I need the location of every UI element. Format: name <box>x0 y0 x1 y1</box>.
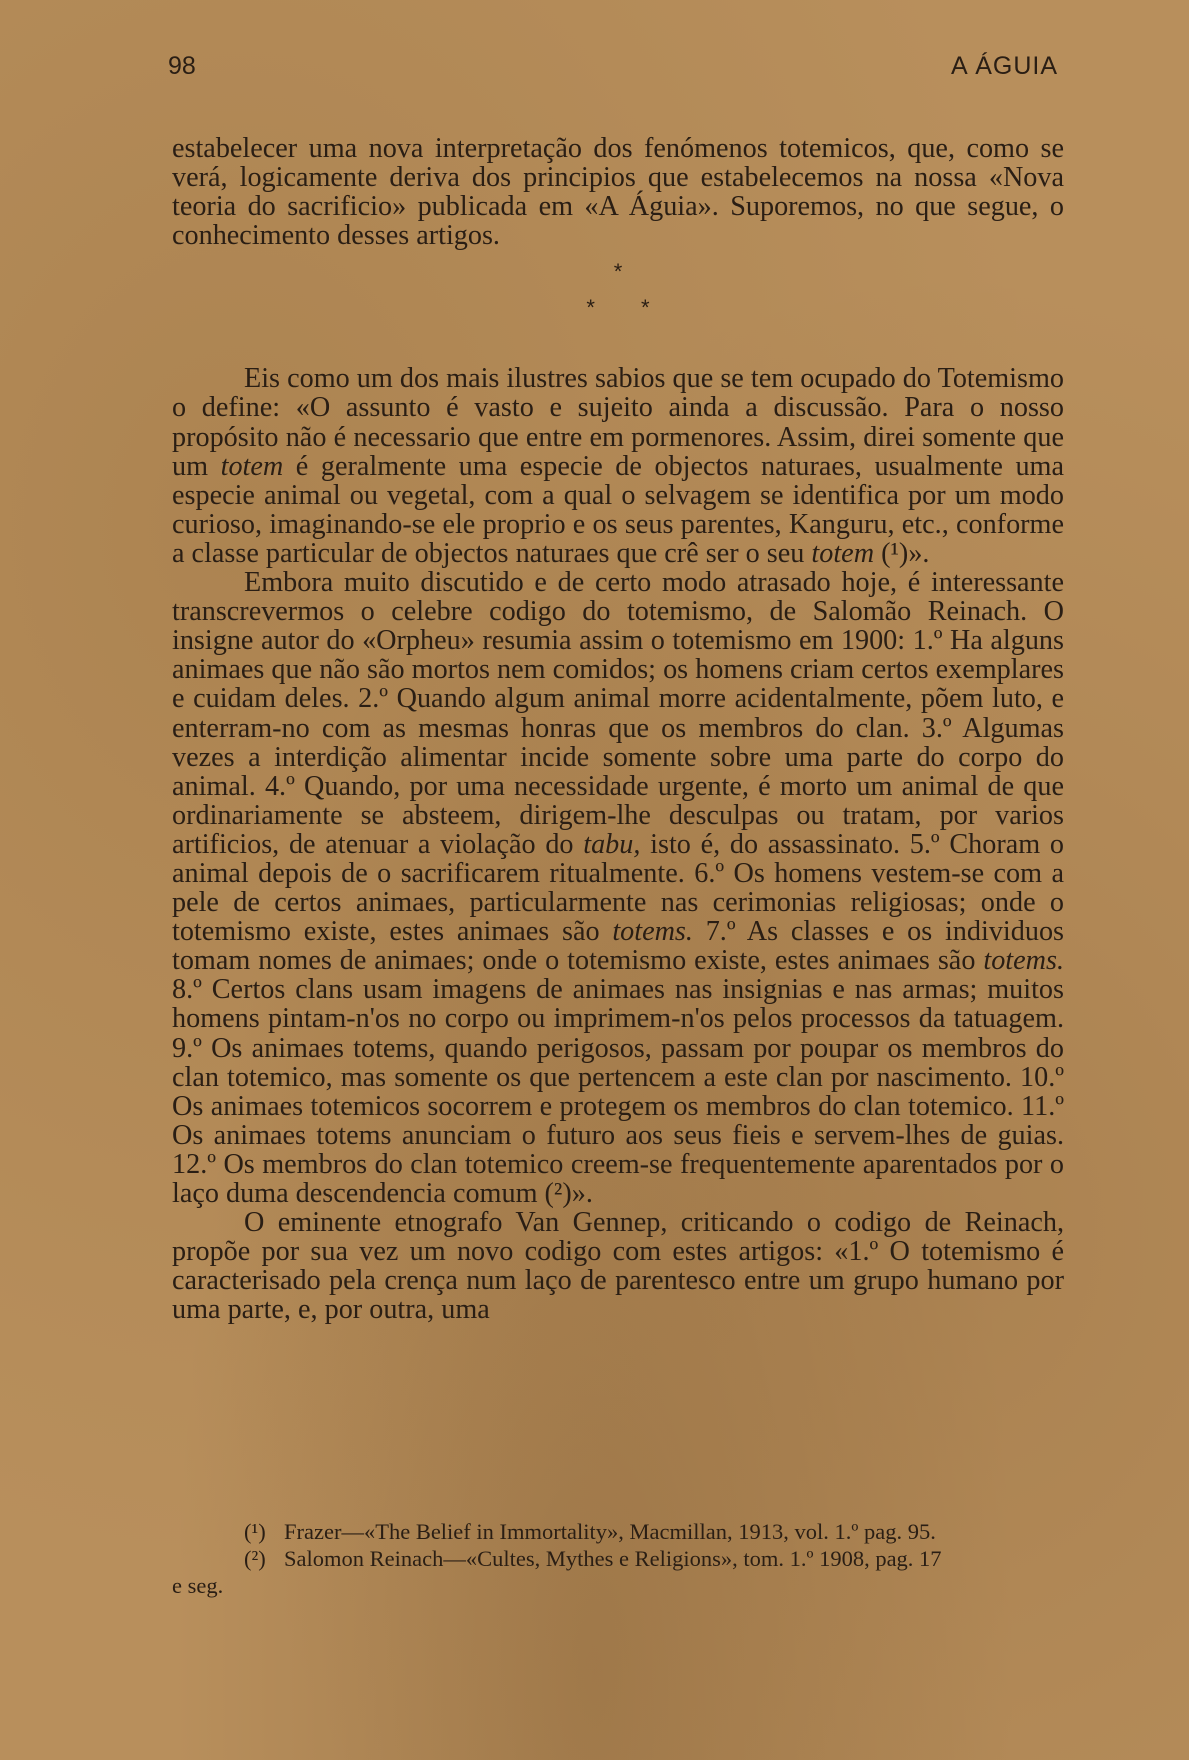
footnote-2 <box>172 1545 1064 1572</box>
body-text <box>172 134 1064 1324</box>
paragraph-3-text-c: 7.º As classes e os individuos tomam nomes de animaes; onde o totemismo existe, estes animaes são <box>172 916 1065 977</box>
paragraph-3-text-b: isto é, do assassinato. 5.º Choram o animal depois de o sacrificarem ritualmente. 6.º Os homens vestem-se com a pele de certos animaes, particularmente nas cerimonias religiosas; onde o totemismo existe, estes animaes são <box>172 828 1064 948</box>
paragraph-2-end: ». <box>908 537 930 569</box>
paragraph-4: O eminente etnografo Van Gennep, criticando o codigo de Reinach, propõe por sua vez um novo codigo com estes artigos: «1.º O totemismo é caracterisado pela crença num laço de parentesco entre um grupo humano por uma parte, e, por outra, uma <box>172 1207 1064 1326</box>
italic-term-totems: totems. <box>983 945 1064 977</box>
footnote-reference-1: (¹) <box>881 537 909 569</box>
italic-term-tabu: tabu, <box>583 828 641 860</box>
footnote-text: Salomon Reinach—«Cultes, Mythes e Religions», tom. 1.º 1908, pag. 17 <box>284 1546 942 1571</box>
footnote-marker: (²) <box>244 1546 266 1571</box>
italic-term-totem: totem <box>220 450 284 482</box>
page-header <box>168 48 1058 88</box>
ornament-asterism-bottom: * * <box>586 295 650 321</box>
paragraph-2-text-a: Eis como um dos mais ilustres sabios que se tem ocupado do Totemismo o define: «O assunto é vasto e sujeito ainda a discussão. Para o nosso propósito não é necessario que entre em pormenores. Assim, direi somente que um <box>172 363 1064 482</box>
footnote-continuation: e seg. <box>172 1573 224 1598</box>
italic-term-totems: totems. <box>612 916 693 948</box>
paragraph-3 <box>172 568 1064 1208</box>
paragraph-3-text-a: Embora muito discutido e de certo modo atrasado hoje, é interessante transcrevermos o celebre codigo do totemismo, de Salomão Reinach. O insigne autor do «Orpheu» resumia assim o totemismo em 1900: 1.º Ha alguns animaes que não são mortos nem comidos; os homens criam certos exemplares e cuidam deles. 2.º Quando algum animal morre acidentalmente, põem luto, e enterram-no com as mesmas honras que os membros do clan. 3.º Algumas vezes a interdição alimentar incide somente sobre uma parte do corpo do animal. 4.º Quando, por uma necessidade urgente, é morto um animal de que ordinariamente se absteem, dirigem-lhe desculpas ou tratam, por varios artificios, de atenuar a violação do <box>172 567 1064 860</box>
footnotes <box>172 1518 1064 1599</box>
ornament-asterism-top: * <box>613 259 623 285</box>
paragraph-2 <box>172 364 1064 568</box>
footnote-text: Frazer—«The Belief in Immortality», Macmillan, 1913, vol. 1.º pag. 95. <box>284 1519 936 1544</box>
paragraph-1: estabelecer uma nova interpretação dos fenómenos totemicos, que, como se verá, logicamente deriva dos principios que estabelecemos na nossa «Nova teoria do sacrificio» publicada em «A Águia». Suporemos, no que segue, o conhecimento desses artigos. <box>172 133 1064 252</box>
running-title: A ÁGUIA <box>950 52 1058 80</box>
paragraph-3-text-d: 8.º Certos clans usam imagens de animaes nas insignias e nas armas; muitos homens pintam-n'os no corpo ou imprimem-n'os pelos processos da tatuagem. 9.º Os animaes totems, quando perigosos, passam por poupar os membros do clan totemico, mas somente os que pertencem a este clan por nascimento. 10.º Os animaes totemicos socorrem e protegem os membros do clan totemico. 11.º Os animaes totems anunciam o futuro aos seus fieis e servem-lhes de guias. 12.º Os membros do clan totemico creem-se frequentemente aparentados por o laço duma descendencia comum (²)». <box>172 974 1064 1209</box>
footnote-marker: (¹) <box>244 1519 266 1544</box>
footnote-1 <box>172 1518 1064 1545</box>
page-number: 98 <box>168 52 196 80</box>
paragraph-2-text-b: é geralmente uma especie de objectos naturaes, usualmente uma especie animal ou vegetal, com a qual o selvagem se identifica por um modo curioso, imaginando-se ele proprio e os seus parentes, Kanguru, etc., conforme a classe particular de objectos naturaes que crê ser o seu <box>172 450 1064 569</box>
italic-term-totem: totem <box>811 537 875 569</box>
